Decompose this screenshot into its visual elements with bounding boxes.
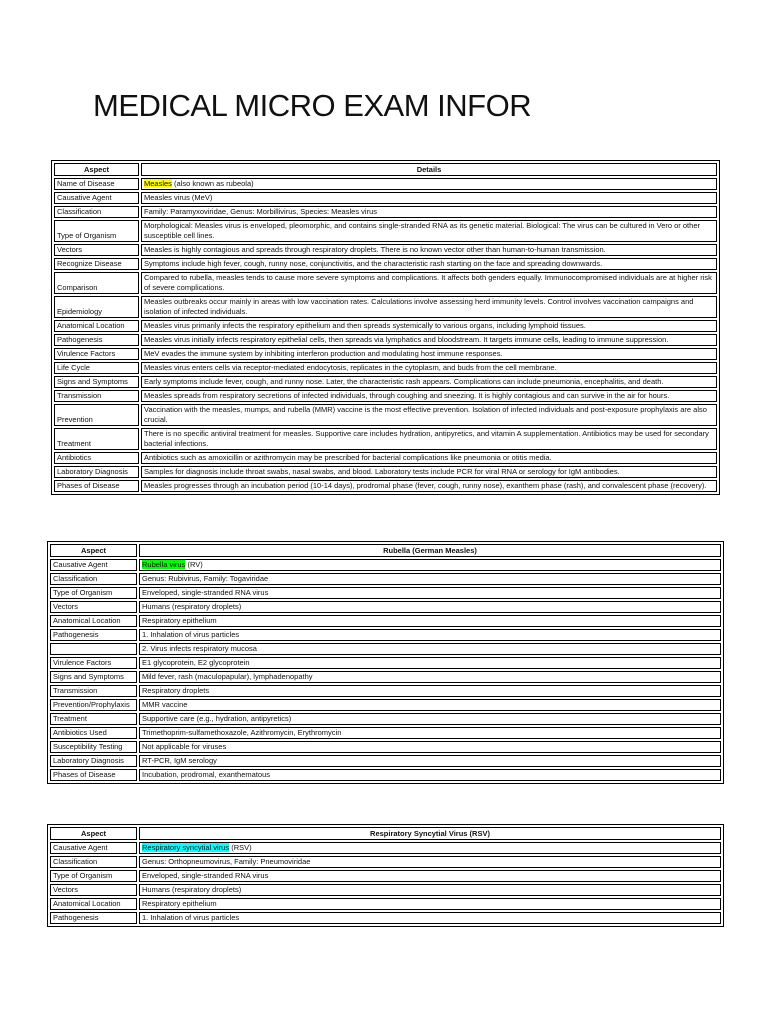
table-header-row — [54, 163, 717, 176]
details-text: (RV) — [185, 560, 203, 569]
aspect-cell: Type of Organism — [50, 870, 137, 882]
details-cell: Early symptoms include fever, cough, and runny nose. Later, the characteristic rash appears. Complications can include pneumonia, encephalitis, and death. — [141, 376, 717, 388]
details-cell: Respiratory epithelium — [139, 898, 721, 910]
table-row — [50, 713, 721, 725]
header-aspect: Aspect — [50, 827, 137, 840]
aspect-cell: Antibiotics — [54, 452, 139, 464]
table-header-row — [50, 544, 721, 557]
aspect-cell: Susceptibility Testing — [50, 741, 137, 753]
header-aspect: Aspect — [50, 544, 137, 557]
table-row — [54, 320, 717, 332]
table-row — [50, 912, 721, 924]
aspect-cell: Pathogenesis — [50, 629, 137, 641]
details-text: (RSV) — [229, 843, 252, 852]
details-cell: Measles progresses through an incubation period (10-14 days), prodromal phase (fever, cough, runny nose), exanthem phase (rash), and convalescent phase (recovery). — [141, 480, 717, 492]
details-cell: Humans (respiratory droplets) — [139, 884, 721, 896]
table-row — [50, 769, 721, 781]
aspect-cell: Causative Agent — [50, 842, 137, 854]
details-cell: Measles virus primarily infects the respiratory epithelium and then spreads systemically to various organs, including lymphoid tissues. — [141, 320, 717, 332]
highlighted-term: Respiratory syncytial virus — [142, 843, 230, 852]
details-cell: Incubation, prodromal, exanthematous — [139, 769, 721, 781]
details-cell — [141, 178, 717, 190]
aspect-cell: Comparison — [54, 272, 139, 294]
details-cell: Genus: Rubivirus, Family: Togaviridae — [139, 573, 721, 585]
aspect-cell: Type of Organism — [54, 220, 139, 242]
aspect-cell: Signs and Symptoms — [54, 376, 139, 388]
aspect-cell: Vectors — [50, 884, 137, 896]
table-row — [54, 206, 717, 218]
details-cell: Supportive care (e.g., hydration, antipyretics) — [139, 713, 721, 725]
header-aspect: Aspect — [54, 163, 139, 176]
table-row — [50, 657, 721, 669]
details-cell: Measles virus (MeV) — [141, 192, 717, 204]
details-cell: Measles virus initially infects respiratory epithelial cells, then spreads via lymphatics and bloodstream. It targets immune cells, leading to immune suppression. — [141, 334, 717, 346]
table-row — [50, 629, 721, 641]
aspect-cell: Antibiotics Used — [50, 727, 137, 739]
details-text: (also known as rubeola) — [171, 179, 254, 188]
table-row — [50, 615, 721, 627]
details-cell: Measles outbreaks occur mainly in areas with low vaccination rates. Calculations involve assessing herd immunity levels. Control involves vaccination campaigns and isolation of infected individuals. — [141, 296, 717, 318]
details-cell: Enveloped, single-stranded RNA virus — [139, 587, 721, 599]
aspect-cell: Causative Agent — [50, 559, 137, 571]
table-row — [54, 334, 717, 346]
highlighted-term: Rubella virus — [142, 560, 186, 569]
table-row — [50, 727, 721, 739]
highlighted-term: Measles — [144, 179, 172, 188]
table-row — [50, 870, 721, 882]
table-header-row — [50, 827, 721, 840]
details-cell: Not applicable for viruses — [139, 741, 721, 753]
table-row — [54, 220, 717, 242]
table-row — [50, 842, 721, 854]
aspect-cell: Pathogenesis — [50, 912, 137, 924]
rsv-table-body — [50, 842, 721, 924]
aspect-cell: Anatomical Location — [50, 898, 137, 910]
table-row — [54, 404, 717, 426]
aspect-cell: Name of Disease — [54, 178, 139, 190]
table-row — [54, 452, 717, 464]
details-cell: MMR vaccine — [139, 699, 721, 711]
aspect-cell: Classification — [54, 206, 139, 218]
rsv-table — [47, 824, 724, 927]
aspect-cell: Prevention — [54, 404, 139, 426]
aspect-cell: Laboratory Diagnosis — [50, 755, 137, 767]
table-row — [50, 643, 721, 655]
aspect-cell: Transmission — [54, 390, 139, 402]
aspect-cell — [50, 643, 137, 655]
table-row — [54, 296, 717, 318]
table-row — [50, 699, 721, 711]
page-title: MEDICAL MICRO EXAM INFOR — [93, 88, 532, 123]
aspect-cell: Phases of Disease — [54, 480, 139, 492]
aspect-cell: Transmission — [50, 685, 137, 697]
details-cell: MeV evades the immune system by inhibiting interferon production and modulating host immune responses. — [141, 348, 717, 360]
aspect-cell: Classification — [50, 856, 137, 868]
details-cell: Measles virus enters cells via receptor-mediated endocytosis, replicates in the cytoplasm, and buds from the cell membrane. — [141, 362, 717, 374]
aspect-cell: Laboratory Diagnosis — [54, 466, 139, 478]
details-cell: E1 glycoprotein, E2 glycoprotein — [139, 657, 721, 669]
aspect-cell: Phases of Disease — [50, 769, 137, 781]
aspect-cell: Virulence Factors — [54, 348, 139, 360]
aspect-cell: Pathogenesis — [54, 334, 139, 346]
details-cell: Samples for diagnosis include throat swabs, nasal swabs, and blood. Laboratory tests include PCR for viral RNA or serology for IgM antibodies. — [141, 466, 717, 478]
details-cell: Respiratory epithelium — [139, 615, 721, 627]
details-cell: 1. Inhalation of virus particles — [139, 912, 721, 924]
table-row — [54, 192, 717, 204]
aspect-cell: Treatment — [54, 428, 139, 450]
details-cell: Symptoms include high fever, cough, runny nose, conjunctivitis, and the characteristic rash starting on the face and spreading downwards. — [141, 258, 717, 270]
measles-table-body — [54, 178, 717, 492]
aspect-cell: Vectors — [50, 601, 137, 613]
aspect-cell: Type of Organism — [50, 587, 137, 599]
aspect-cell: Causative Agent — [54, 192, 139, 204]
details-cell: Measles is highly contagious and spreads through respiratory droplets. There is no known vector other than human-to-human transmission. — [141, 244, 717, 256]
table-row — [50, 559, 721, 571]
table-row — [54, 258, 717, 270]
details-cell: Humans (respiratory droplets) — [139, 601, 721, 613]
table-row — [50, 587, 721, 599]
details-cell: Genus: Orthopneumovirus, Family: Pneumoviridae — [139, 856, 721, 868]
table-row — [54, 348, 717, 360]
table-row — [54, 428, 717, 450]
details-cell: Respiratory droplets — [139, 685, 721, 697]
details-cell: Enveloped, single-stranded RNA virus — [139, 870, 721, 882]
aspect-cell: Anatomical Location — [50, 615, 137, 627]
aspect-cell: Signs and Symptoms — [50, 671, 137, 683]
aspect-cell: Vectors — [54, 244, 139, 256]
table-row — [54, 376, 717, 388]
details-cell: Measles spreads from respiratory secretions of infected individuals, through coughing and sneezing. It is highly contagious and can survive in the air for hours. — [141, 390, 717, 402]
details-cell — [139, 559, 721, 571]
details-cell: 2. Virus infects respiratory mucosa — [139, 643, 721, 655]
details-cell — [139, 842, 721, 854]
details-cell: Morphological: Measles virus is enveloped, pleomorphic, and contains single-stranded RNA as its genetic material. Biological: The virus can be cultured in Vero or other susceptible cell lines. — [141, 220, 717, 242]
details-cell: Family: Paramyxoviridae, Genus: Morbillivirus, Species: Measles virus — [141, 206, 717, 218]
table-row — [54, 272, 717, 294]
aspect-cell: Epidemiology — [54, 296, 139, 318]
table-row — [50, 898, 721, 910]
details-cell: There is no specific antiviral treatment for measles. Supportive care includes hydration, antipyretics, and vitamin A supplementation. Antibiotics may be used for secondary bacterial infections. — [141, 428, 717, 450]
aspect-cell: Virulence Factors — [50, 657, 137, 669]
table-row — [50, 856, 721, 868]
header-details: Rubella (German Measles) — [139, 544, 721, 557]
table-row — [54, 362, 717, 374]
table-row — [54, 390, 717, 402]
table-row — [50, 671, 721, 683]
details-cell: Trimethoprim-sulfamethoxazole, Azithromycin, Erythromycin — [139, 727, 721, 739]
header-details: Respiratory Syncytial Virus (RSV) — [139, 827, 721, 840]
table-row — [50, 741, 721, 753]
aspect-cell: Classification — [50, 573, 137, 585]
table-row — [50, 884, 721, 896]
details-cell: Compared to rubella, measles tends to cause more severe symptoms and complications. It affects both genders equally. Immunocompromised individuals are at higher risk of severe complications. — [141, 272, 717, 294]
details-cell: Antibiotics such as amoxicillin or azithromycin may be prescribed for bacterial complications like pneumonia or otitis media. — [141, 452, 717, 464]
aspect-cell: Prevention/Prophylaxis — [50, 699, 137, 711]
details-cell: Vaccination with the measles, mumps, and rubella (MMR) vaccine is the most effective prevention. Isolation of infected individuals and post-exposure prophylaxis are also crucial. — [141, 404, 717, 426]
table-row — [54, 480, 717, 492]
table-row — [54, 466, 717, 478]
aspect-cell: Recognize Disease — [54, 258, 139, 270]
aspect-cell: Anatomical Location — [54, 320, 139, 332]
rubella-table — [47, 541, 724, 784]
table-row — [50, 755, 721, 767]
table-row — [54, 178, 717, 190]
aspect-cell: Life Cycle — [54, 362, 139, 374]
details-cell: Mild fever, rash (maculopapular), lymphadenopathy — [139, 671, 721, 683]
table-row — [50, 601, 721, 613]
details-cell: 1. Inhalation of virus particles — [139, 629, 721, 641]
header-details: Details — [141, 163, 717, 176]
aspect-cell: Treatment — [50, 713, 137, 725]
table-row — [50, 573, 721, 585]
details-cell: RT-PCR, IgM serology — [139, 755, 721, 767]
measles-table — [51, 160, 720, 495]
rubella-table-body — [50, 559, 721, 781]
table-row — [54, 244, 717, 256]
table-row — [50, 685, 721, 697]
